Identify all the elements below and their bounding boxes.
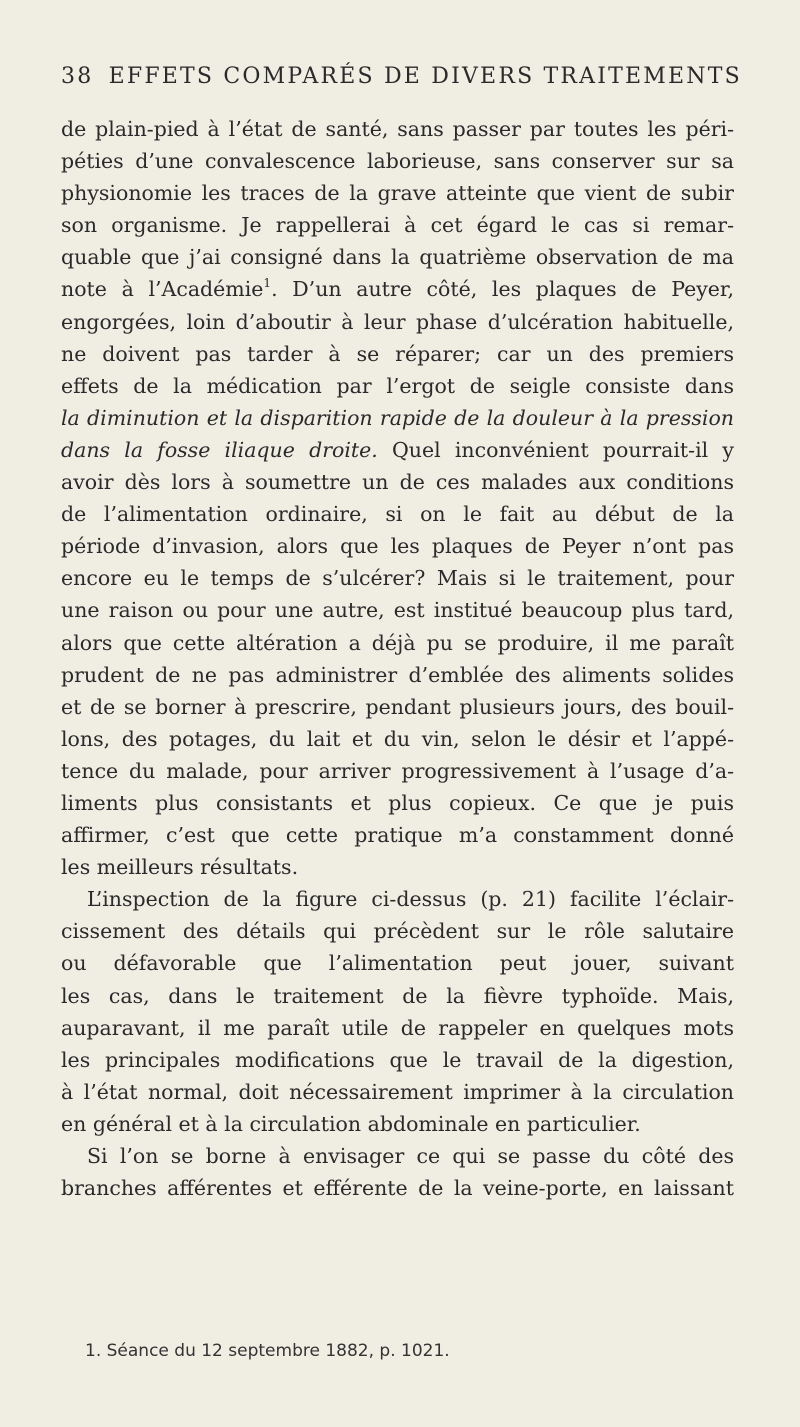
text-line: cissement des détails qui précèdent sur le rôle salutaire xyxy=(61,919,734,944)
text-segment: Quel inconvénient pourrait-il y xyxy=(377,437,734,462)
text-line: en général et à la circulation abdominale en particulier. xyxy=(61,1111,641,1136)
text-line: physionomie les traces de la grave atteinte que vient de subir xyxy=(61,181,734,206)
text-line: tence du malade, pour arriver progressivement à l’usage d’a- xyxy=(61,758,734,783)
text-line: ou défavorable que l’alimentation peut jouer, suivant xyxy=(61,951,734,976)
italic-emphasis: dans la fosse iliaque droite. xyxy=(61,437,378,462)
text-line: branches afférentes et efférente de la veine-porte, en laissant xyxy=(61,1176,734,1201)
text-line: affirmer, c’est que cette pratique m’a constamment donné xyxy=(61,823,734,848)
text-line: auparavant, il me paraît utile de rappeler en quelques mots xyxy=(61,1015,734,1040)
text-segment: note à l’Académie xyxy=(61,277,264,302)
italic-emphasis: la diminution et la disparition rapide de la douleur à la pression xyxy=(61,405,734,430)
text-line: une raison ou pour une autre, est institué beaucoup plus tard, xyxy=(61,598,734,623)
text-line: à l’état normal, doit nécessairement imprimer à la circulation xyxy=(61,1079,734,1104)
text-segment: . D’un autre côté, les plaques de Peyer, xyxy=(271,277,734,302)
text-line: ne doivent pas tarder à se réparer; car un des premiers xyxy=(61,341,734,366)
running-title: EFFETS COMPARÉS DE DIVERS TRAITEMENTS xyxy=(108,64,742,89)
footnote-reference: 1 xyxy=(263,276,272,291)
running-header xyxy=(61,64,742,89)
text-line: alors que cette altération a déjà pu se produire, il me paraît xyxy=(61,630,734,655)
footnote: 1. Séance du 12 septembre 1882, p. 1021. xyxy=(85,1341,450,1361)
page-number: 38 xyxy=(61,64,94,89)
text-line: encore eu le temps de s’ulcérer? Mais si le traitement, pour xyxy=(61,566,734,591)
text-line: effets de la médication par l’ergot de seigle consiste dans xyxy=(61,373,734,398)
text-line: avoir dès lors à soumettre un de ces malades aux conditions xyxy=(61,470,734,495)
text-line: engorgées, loin d’aboutir à leur phase d’ulcération habituelle, xyxy=(61,309,734,334)
text-line: les meilleurs résultats. xyxy=(61,855,299,880)
text-line xyxy=(61,434,734,466)
text-line: de l’alimentation ordinaire, si on le fait au début de la xyxy=(61,502,734,527)
text-line: quable que j’ai consigné dans la quatrième observation de ma xyxy=(61,245,734,270)
text-line: les principales modifications que le travail de la digestion, xyxy=(61,1047,734,1072)
text-line: prudent de ne pas administrer d’emblée des aliments solides xyxy=(61,662,734,687)
text-line: Si l’on se borne à envisager ce qui se passe du côté des xyxy=(87,1144,734,1168)
text-line xyxy=(61,402,734,434)
text-line xyxy=(61,273,734,305)
text-line: de plain-pied à l’état de santé, sans passer par toutes les péri- xyxy=(61,117,734,141)
text-line: période d’invasion, alors que les plaques de Peyer n’ont pas xyxy=(61,534,734,559)
text-line: L’inspection de la figure ci-dessus (p. 21) facilite l’éclair- xyxy=(87,887,734,912)
text-line: son organisme. Je rappellerai à cet égard le cas si remar- xyxy=(61,213,734,238)
body-text xyxy=(61,113,734,1204)
text-line: les cas, dans le traitement de la fièvre typhoïde. Mais, xyxy=(61,983,734,1008)
text-line: liments plus consistants et plus copieux. Ce que je puis xyxy=(61,790,734,815)
text-line: péties d’une convalescence laborieuse, sans conserver sur sa xyxy=(61,149,734,174)
text-line: lons, des potages, du lait et du vin, selon le désir et l’appé- xyxy=(61,726,734,751)
text-line: et de se borner à prescrire, pendant plusieurs jours, des bouil- xyxy=(61,694,734,719)
